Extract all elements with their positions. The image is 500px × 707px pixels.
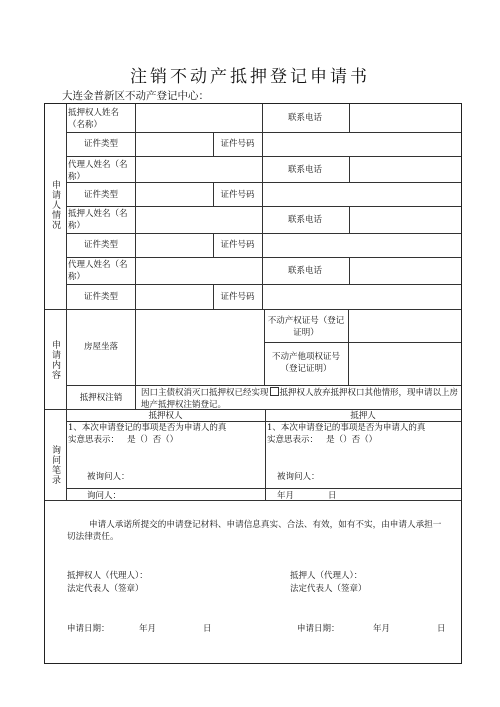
mortgagor-id-type-label: 证件类型 — [83, 240, 118, 250]
recipient-line: 大连金普新区不动产登记中心： — [62, 90, 209, 102]
applicant-section-label: 申请人情况 — [50, 180, 60, 230]
left-legal-rep: 法定代表人（签章） — [67, 584, 144, 594]
other-cert-label: 不动产他项权证号（登记证明） — [271, 352, 340, 374]
mortgagee-name-label: 抵押权人姓名（名称） — [68, 108, 120, 130]
left-day: 日 — [203, 624, 212, 634]
agent1-phone-label: 联系电话 — [287, 165, 322, 175]
right-answer-choice[interactable]: 是（）否（） — [326, 435, 378, 445]
left-year-month: 年月 — [139, 624, 157, 634]
agent2-name-field[interactable] — [136, 258, 262, 284]
mortgagor-name-label: 抵押人姓名（名称） — [68, 209, 128, 231]
agent2-phone-label: 联系电话 — [287, 266, 322, 276]
location-field[interactable] — [136, 310, 264, 385]
mortgagee-name-field[interactable] — [136, 104, 262, 132]
form-title: 注销不动产抵押登记申请书 — [130, 67, 370, 87]
right-year-month: 年月 — [373, 624, 391, 634]
mortgagee-id-no-field[interactable] — [263, 133, 461, 156]
mortgagee-id-no-label: 证件号码 — [220, 139, 255, 149]
agent1-id-type-field[interactable] — [136, 183, 213, 206]
cert-no-label: 不动产权证号（登记证明） — [267, 316, 345, 338]
agent1-name-field[interactable] — [136, 157, 262, 182]
agent2-id-type-label: 证件类型 — [83, 292, 118, 302]
mortgagor-phone-field[interactable] — [350, 207, 461, 233]
mortgagee-id-type-field[interactable] — [136, 133, 213, 156]
other-cert-field[interactable] — [349, 343, 461, 385]
right-question — [267, 422, 461, 446]
inquiry-section-label: 询问笔录 — [50, 445, 60, 485]
inquiry-date: 年月 日 — [277, 491, 337, 501]
agent2-id-no-field[interactable] — [263, 285, 461, 309]
mortgagor-header: 抵押人 — [350, 411, 376, 421]
declaration-line-1: 申请人承诺所提交的申请登记材料、申请信息真实、合法、有效，如有不实，由申请人承担一 — [89, 520, 442, 530]
left-respondent-label: 被询问人： — [87, 472, 130, 482]
right-day: 日 — [437, 624, 446, 634]
mortgagor-id-no-label: 证件号码 — [220, 240, 255, 250]
agent2-name-label: 代理人姓名（名称） — [68, 260, 128, 282]
left-question — [68, 422, 265, 446]
cancel-label: 抵押权注销 — [79, 393, 123, 403]
agent1-id-no-label: 证件号码 — [220, 190, 255, 200]
mortgagor-name-field[interactable] — [136, 207, 262, 233]
declaration-line-2: 切法律责任。 — [67, 532, 119, 542]
agent1-id-no-field[interactable] — [263, 183, 461, 206]
mortgagor-phone-label: 联系电话 — [287, 215, 322, 225]
cancel-reason — [141, 387, 459, 411]
left-question-line-2: 实意思表示： — [68, 435, 120, 445]
cancel-reason-text-2: 抵押权人放弃抵押权口其他情形，现申请以上房地产抵押权注销登记。 — [141, 388, 459, 410]
mortgagor-id-type-field[interactable] — [136, 234, 213, 257]
mortgagor-id-no-field[interactable] — [263, 234, 461, 257]
right-legal-rep: 法定代表人（签章） — [290, 584, 367, 594]
abandon-checkbox[interactable] — [270, 387, 279, 396]
left-party-label: 抵押权人（代理人）： — [67, 571, 148, 581]
interviewer-label: 询问人： — [87, 491, 122, 501]
location-label: 房屋坐落 — [83, 342, 118, 352]
right-question-line-1: 1、本次申请登记的事项是否为申请人的真 — [267, 423, 426, 433]
cert-no-field[interactable] — [349, 310, 461, 342]
agent1-phone-field[interactable] — [350, 157, 461, 182]
right-party-label: 抵押人（代理人）： — [290, 571, 363, 581]
left-question-line-1: 1、本次申请登记的事项是否为申请人的真 — [68, 423, 227, 433]
agent2-phone-field[interactable] — [350, 258, 461, 284]
right-apply-date-label: 申请日期： — [297, 624, 340, 634]
agent2-id-no-label: 证件号码 — [220, 292, 255, 302]
left-apply-date-label: 申请日期： — [67, 624, 110, 634]
agent1-name-label: 代理人姓名（名称） — [68, 160, 128, 182]
mortgagee-header: 抵押权人 — [148, 411, 183, 421]
application-form — [44, 103, 462, 664]
agent1-id-type-label: 证件类型 — [83, 190, 118, 200]
mortgagee-phone-field[interactable] — [350, 104, 461, 132]
application-section-label: 申请内容 — [50, 340, 60, 380]
left-answer-choice[interactable]: 是（）否（） — [127, 435, 179, 445]
agent2-id-type-field[interactable] — [136, 285, 213, 309]
right-question-line-2: 实意思表示： — [267, 435, 319, 445]
cancel-reason-text-1: 因口主债权消灭口抵押权已经实现 — [141, 388, 269, 398]
right-respondent-label: 被询问人： — [277, 472, 320, 482]
mortgagee-id-type-label: 证件类型 — [83, 139, 118, 149]
mortgagee-phone-label: 联系电话 — [287, 113, 322, 123]
declaration-text — [67, 519, 459, 543]
